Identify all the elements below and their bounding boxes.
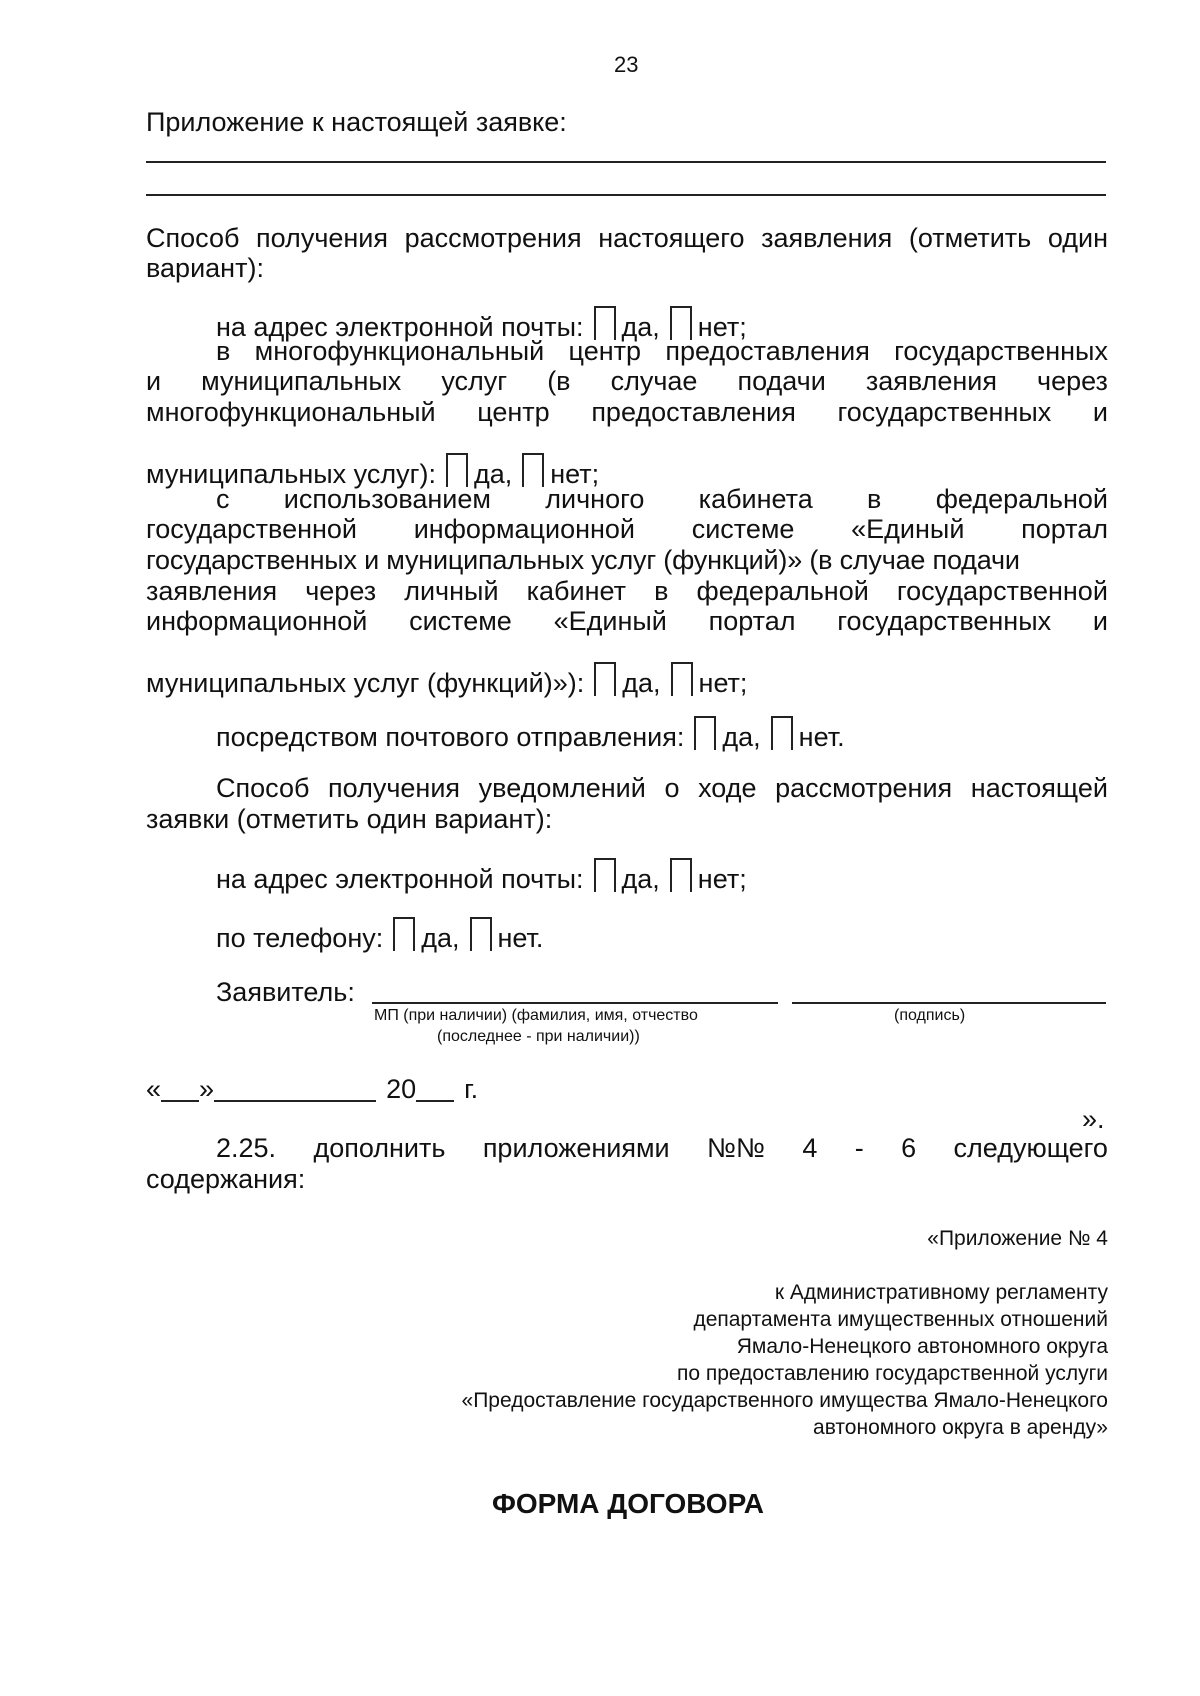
appendix4-line-3: Ямало-Ненецкого автономного округа bbox=[736, 1335, 1108, 1358]
review-intro-line-2: вариант): bbox=[146, 253, 264, 283]
review-epgu-line-2: государственной информационной системе «Единый портал bbox=[146, 514, 1108, 544]
review-epgu-option: муниципальных услуг (функций)»): да, нет; bbox=[146, 662, 747, 699]
review-email-label: на адрес электронной почты: bbox=[216, 312, 584, 342]
appendix4-line-1: к Административному регламенту bbox=[774, 1281, 1108, 1304]
applicant-signature-line bbox=[792, 1002, 1106, 1004]
applicant-name-line bbox=[372, 1002, 778, 1004]
date-line: « » 20 г. bbox=[146, 1074, 479, 1104]
day-blank[interactable] bbox=[161, 1076, 199, 1102]
notify-email-yes-checkbox[interactable] bbox=[594, 858, 616, 892]
notify-email-option: на адрес электронной почты: да, нет; bbox=[216, 858, 747, 895]
review-epgu-line-5: информационной системе «Единый портал государственных и bbox=[146, 606, 1108, 636]
review-intro-line-1: Способ получения рассмотрения настоящего заявления (отметить один bbox=[146, 223, 1108, 253]
item-225-line-2: содержания: bbox=[146, 1164, 306, 1194]
review-mfc-yes-checkbox[interactable] bbox=[446, 453, 468, 487]
review-epgu-line-3: государственных и муниципальных услуг (функций)» (в случае подачи bbox=[146, 545, 1020, 575]
review-mfc-option: муниципальных услуг): да, нет; bbox=[146, 453, 599, 490]
review-email-yes-checkbox[interactable] bbox=[594, 306, 616, 340]
review-epgu-line-1: с использованием личного кабинета в федеральной bbox=[216, 484, 1108, 514]
notify-intro-line-1: Способ получения уведомлений о ходе рассмотрения настоящей bbox=[216, 773, 1108, 803]
appendix4-heading: «Приложение № 4 bbox=[927, 1227, 1108, 1250]
year-blank[interactable] bbox=[416, 1076, 454, 1102]
appendix-line-2 bbox=[146, 194, 1106, 196]
applicant-name-caption-2: (последнее - при наличии)) bbox=[437, 1028, 640, 1045]
review-mfc-line-1: в многофункциональный центр предоставления государственных bbox=[216, 336, 1108, 366]
appendix4-line-2: департамента имущественных отношений bbox=[693, 1308, 1108, 1331]
appendix-line-1 bbox=[146, 161, 1106, 163]
appendix4-line-6: автономного округа в аренду» bbox=[813, 1416, 1108, 1439]
review-mfc-line-3: многофункциональный центр предоставления государственных и bbox=[146, 397, 1108, 427]
review-mfc-no-checkbox[interactable] bbox=[522, 453, 544, 487]
notify-intro-line-2: заявки (отметить один вариант): bbox=[146, 804, 553, 834]
appendix4-line-4: по предоставлению государственной услуги bbox=[676, 1362, 1108, 1385]
review-epgu-no-checkbox[interactable] bbox=[671, 662, 693, 696]
notify-phone-yes-checkbox[interactable] bbox=[393, 917, 415, 951]
notify-phone-no-checkbox[interactable] bbox=[470, 917, 492, 951]
review-post-no-checkbox[interactable] bbox=[771, 716, 793, 750]
review-epgu-yes-checkbox[interactable] bbox=[594, 662, 616, 696]
review-email-no-checkbox[interactable] bbox=[670, 306, 692, 340]
page-number: 23 bbox=[614, 52, 639, 77]
review-post-yes-checkbox[interactable] bbox=[694, 716, 716, 750]
appendix4-line-5: «Предоставление государственного имущества Ямало-Ненецкого bbox=[461, 1389, 1108, 1412]
notify-email-no-checkbox[interactable] bbox=[670, 858, 692, 892]
review-post-option: посредством почтового отправления: да, нет. bbox=[216, 716, 845, 753]
review-email-option: на адрес электронной почты: да, нет; bbox=[216, 306, 747, 343]
form-title: ФОРМА ДОГОВОРА bbox=[491, 1488, 765, 1519]
notify-phone-option: по телефону: да, нет. bbox=[216, 917, 543, 954]
applicant-label: Заявитель: bbox=[216, 977, 355, 1007]
closing-quote: ». bbox=[1082, 1104, 1105, 1134]
month-blank[interactable] bbox=[214, 1076, 376, 1102]
applicant-name-caption-1: МП (при наличии) (фамилия, имя, отчество bbox=[374, 1007, 698, 1024]
review-mfc-line-2: и муниципальных услуг (в случае подачи заявления через bbox=[146, 366, 1108, 396]
appendix-label: Приложение к настоящей заявке: bbox=[146, 107, 567, 137]
applicant-signature-caption: (подпись) bbox=[894, 1007, 966, 1024]
item-225-line-1: 2.25. дополнить приложениями №№ 4 - 6 следующего bbox=[216, 1133, 1108, 1163]
review-epgu-line-4: заявления через личный кабинет в федеральной государственной bbox=[146, 576, 1108, 606]
